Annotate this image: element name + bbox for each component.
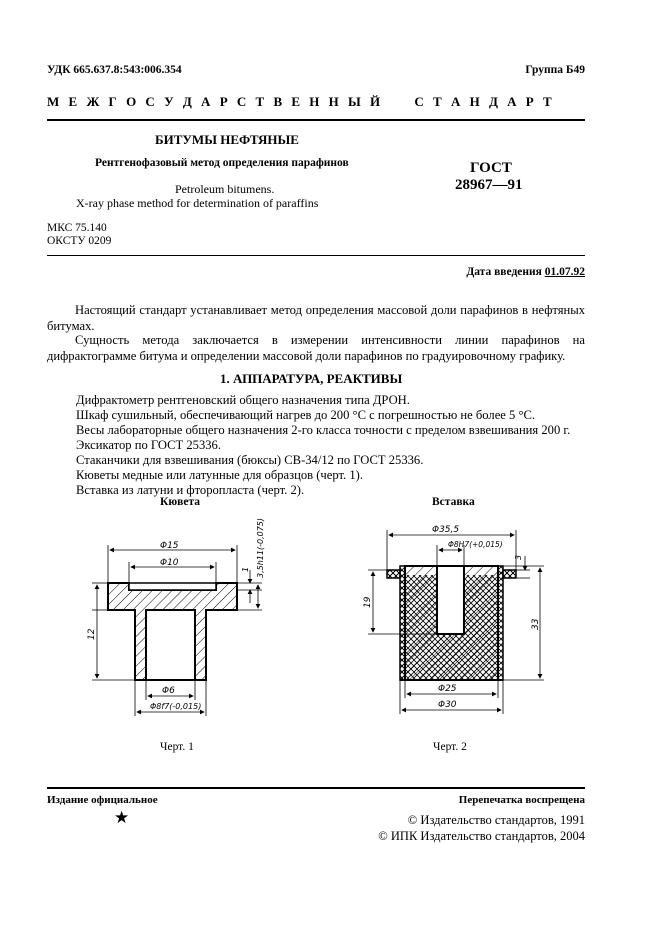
fig2-dim-d25: Φ25 (438, 684, 457, 694)
equipment-item: Шкаф сушильный, обеспечивающий нагрев до 200 °С с погрешностью не более 5 °С. (76, 408, 536, 422)
figure-2-title: Вставка (432, 496, 475, 508)
standard-type: М Е Ж Г О С У Д А Р С Т В Е Н Н Ы Й С Т А Н Д А Р Т (47, 94, 555, 109)
copyright-2004: © ИПК Издательство стандартов, 2004 (378, 829, 585, 843)
star-icon: ★ (114, 808, 130, 827)
intro-date-value: 01.07.92 (544, 266, 585, 278)
udk-code: УДК 665.637.8:543:006.354 (47, 64, 182, 76)
equipment-item: Эксикатор по ГОСТ 25336. (76, 438, 221, 452)
insert-section (387, 566, 516, 680)
footer-rule (47, 787, 585, 789)
fig2-dim-h3: 3 (514, 554, 523, 560)
section-1-heading: 1. АППАРАТУРА, РЕАКТИВЫ (220, 371, 403, 386)
mks-code: МКС 75.140 (47, 222, 107, 234)
gost-label: ГОСТ (470, 160, 512, 176)
equipment-item: Весы лабораторные общего назначения 2-го класса точности с пределом взвешивания 200 г. (76, 423, 571, 437)
paragraph-2: Сущность метода заключается в измерении интенсивности линии парафинов на дифрактограмме битума и определении массовой доли парафинов по градуировочному графику. (47, 333, 585, 363)
equipment-item: Вставка из латуни и фторопласта (черт. 2). (76, 483, 305, 497)
group-code: Группа Б49 (525, 64, 585, 76)
equipment-item: Кюветы медные или латунные для образцов (черт. 1). (76, 468, 363, 482)
okstu-code: ОКСТУ 0209 (47, 235, 112, 247)
intro-date-label: Дата введения (466, 266, 542, 278)
fig2-dim-h19: 19 (363, 596, 373, 608)
fig1-dim-h1: 1 (241, 566, 250, 572)
official-edition: Издание официальное (47, 794, 158, 806)
equipment-item: Стаканчики для взвешивания (бюксы) СВ-34/12 по ГОСТ 25336. (76, 453, 424, 467)
fig1-dim-d15: Φ15 (160, 541, 179, 551)
figure-1-caption: Черт. 1 (160, 741, 194, 753)
english-title-line1: Petroleum bitumens. (175, 182, 275, 196)
gost-number: 28967—91 (455, 177, 523, 193)
figure-1-title: Кювета (160, 496, 200, 508)
standard-title: БИТУМЫ НЕФТЯНЫЕ (155, 132, 299, 147)
equipment-item: Дифрактометр рентгеновский общего назначения типа ДРОН. (76, 393, 410, 407)
fig1-dim-h35: 3,5h11(-0,075) (256, 517, 265, 578)
fig1-dim-h12: 12 (87, 628, 97, 640)
standard-subtitle: Рентгенофазовый метод определения парафинов (95, 157, 349, 169)
paragraph-1: Настоящий стандарт устанавливает метод определения массовой доли парафинов в нефтяных битумах. (47, 303, 585, 333)
fig2-dim-d355: Φ35,5 (432, 525, 460, 535)
figure-2-caption: Черт. 2 (433, 741, 467, 753)
fig1-dim-d6: Φ6 (162, 686, 175, 696)
fig2-dim-d8: Φ8H7(+0,015) (448, 540, 503, 549)
fig2-dim-d30: Φ30 (438, 700, 457, 710)
fig1-dim-d8: Φ8f7(-0,015) (150, 702, 202, 711)
fig1-dim-d10: Φ10 (160, 558, 179, 568)
reprint-notice: Перепечатка воспрещена (458, 794, 585, 806)
cuvette-section (108, 583, 237, 680)
english-title-line2: X-ray phase method for determination of paraffins (76, 196, 319, 210)
fig2-dim-h33: 33 (531, 618, 541, 630)
copyright-1991: © Издательство стандартов, 1991 (407, 813, 585, 827)
